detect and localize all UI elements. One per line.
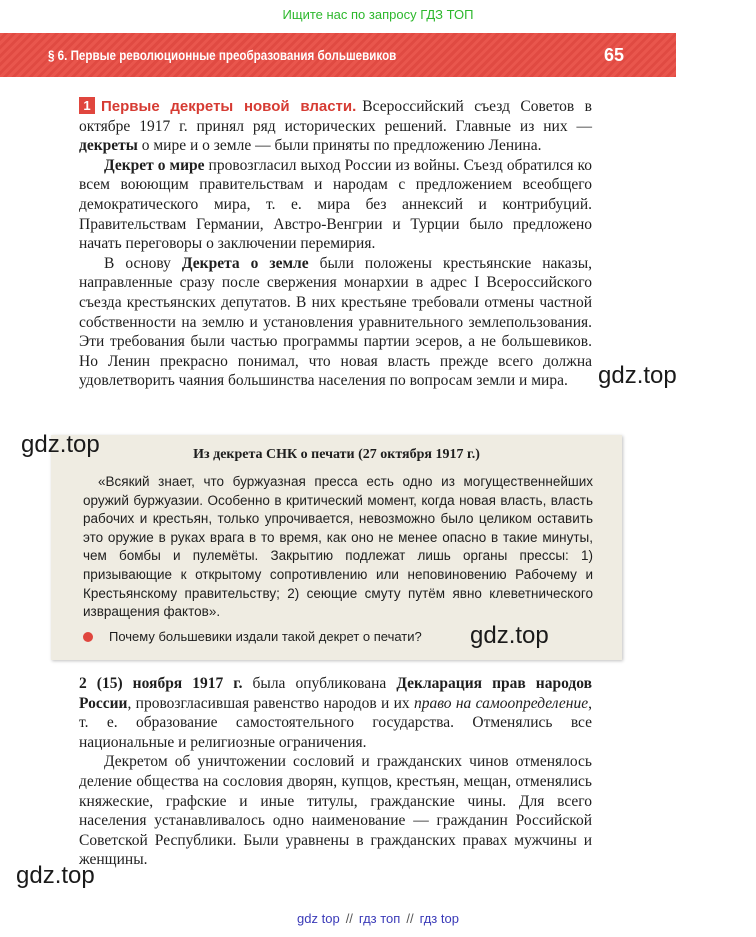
bold-date: 2 (15) ноября 1917 г. [79, 675, 243, 692]
question [83, 629, 422, 644]
page-number: 65 [603, 45, 624, 65]
watermark: gdz.top [21, 431, 100, 458]
paragraph: Декретом об уничтожении сословий и гражданских чинов отменялось деление общества на сословия дворян, купцов, крестьян, мещан, отменялись княжеские, графские и иные титулы, гражданские чины. Для всего населения устанавливалось одно наименование — гражданин Российской Советской Республики. Были уравнены в гражданских правах мужчины и женщины. [79, 753, 592, 869]
paragraph [79, 156, 592, 254]
paragraph [79, 674, 592, 752]
watermark: gdz.top [470, 622, 549, 649]
footer-separator: // [406, 911, 414, 926]
footer-links [0, 911, 756, 926]
bold-term: Декрет о мире [104, 156, 205, 174]
italic-term: право на самоопределение [414, 694, 589, 712]
footer-link-gdz-top-mixed[interactable]: гдз top [419, 911, 459, 926]
document-title: Из декрета СНК о печати (27 октября 1917 г.) [193, 447, 480, 462]
text-run: была опубликована [242, 675, 397, 692]
bullet-icon [83, 632, 93, 642]
footer-link-gdz-top[interactable]: gdz top [297, 911, 340, 926]
top-banner-link[interactable]: Ищите нас по запросу ГДЗ ТОП [282, 7, 474, 22]
paragraph [79, 254, 592, 391]
text-run: Всероссийский съезд Советов в октябре 1917 г. принял ряд исторических решений. Главные из них — [79, 98, 592, 135]
bold-term: Декларация прав народов России [79, 675, 592, 712]
main-text-block-continued [79, 674, 592, 870]
page-header [0, 33, 676, 77]
paragraph [79, 97, 592, 156]
text-run: провозгласил выход России из войны. Съезд обратился ко всем воюющим правительствам и народам с предложением всеобщего демократического мира, т. е. мира без аннексий и контрибуций. Правительствам Германии, Австро-Венгрии и Турции было предложено начать переговоры о заключении перемирия. [79, 156, 593, 253]
text-run: , т. е. образование самостоятельного государства. Отменялись все национальные и религиозные ограничения. [79, 694, 592, 751]
watermark: gdz.top [598, 362, 677, 389]
main-text-block [79, 97, 592, 391]
text-run: о мире и о земле — были приняты по предложению Ленина. [137, 137, 542, 155]
text-run: В основу [104, 254, 182, 272]
text-run: были положены крестьянские наказы, направленные сразу после свержения монархии в адрес I Всероссийского съезда крестьянских депутатов. В них крестьяне требовали отмены частной собственности на землю и установления уравнительного землепользования. Эти требования были частью программы партии эсеров, а не большевиков. Но Ленин прекрасно понимал, что новая власть прежде всего должна удовлетворить чаяния большинства населения по вопросам земли и мира. [79, 254, 592, 390]
footer-separator: // [345, 911, 353, 926]
document-quote: «Всякий знает, что буржуазная пресса есть одно из могущественнейших оружий буржуазии. Особенно в критический момент, когда новая власть, власть рабочих и крестьян, только упрочивается, невозможно было целиком оставить это оружие в руках врага в то время, как оно не менее опасно в такие минуты, чем бомбы и пулемёты. Закрытию подлежат лишь органы прессы: 1) призывающие к открытому сопротивлению или неповиновению Рабочему и Крестьянскому правительству; 2) сеющие смуту путём явно клеветнического извращения фактов». [83, 474, 593, 620]
question-text: Почему большевики издали такой декрет о печати? [109, 629, 422, 644]
section-title: § 6. Первые революционные преобразования большевиков [48, 48, 397, 63]
bold-term: Декрета о земле [181, 254, 309, 272]
text-run: , провозгласившая равенство народов и их [127, 694, 414, 712]
watermark: gdz.top [16, 862, 95, 889]
bold-term: декреты [79, 137, 138, 155]
section-heading: Первые декреты новой власти. [101, 98, 357, 115]
section-number-badge: 1 [79, 97, 95, 114]
footer-link-gdz-top-ru[interactable]: гдз топ [358, 911, 401, 926]
